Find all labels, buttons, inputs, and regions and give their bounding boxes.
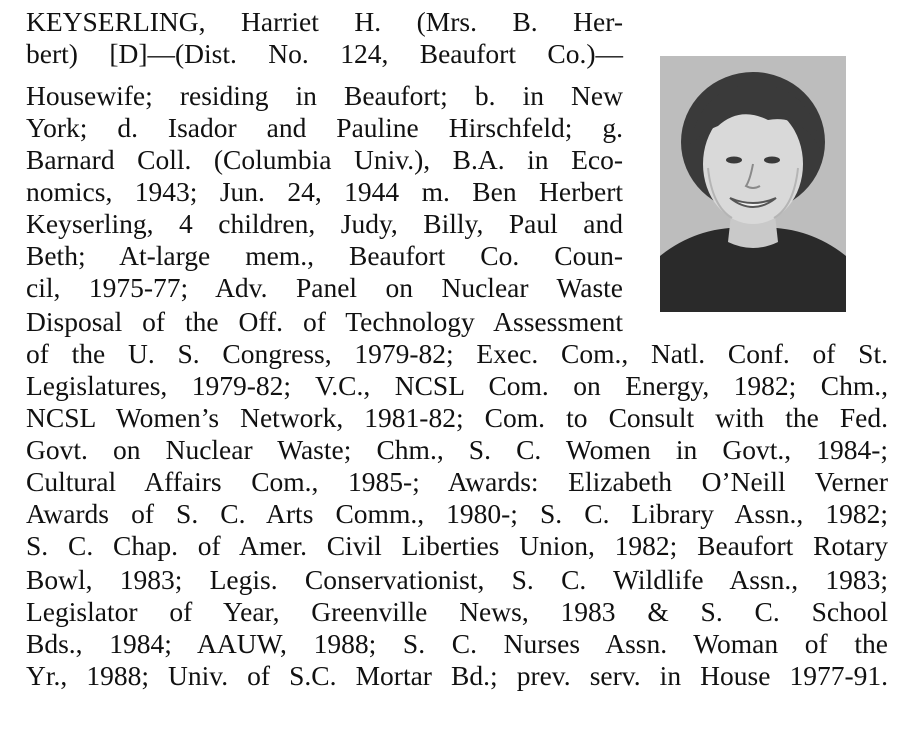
bio-line-6: nomics, 1943; Jun. 24, 1944 m. Ben Herbert [26,176,623,207]
bio-line-3: Housewife; residing in Beaufort; b. in New [26,80,623,111]
bio-line-20: Bds., 1984; AAUW, 1988; S. C. Nurses Assn. Woman of the [26,628,888,659]
bio-line-15: Cultural Affairs Com., 1985-; Awards: Elizabeth O’Neill Verner [26,466,888,497]
bio-line-18: Bowl, 1983; Legis. Conservationist, S. C. Wildlife Assn., 1983; [26,564,888,595]
bio-line-11: of the U. S. Congress, 1979-82; Exec. Com., Natl. Conf. of St. [26,338,888,369]
bio-line-9: cil, 1975-77; Adv. Panel on Nuclear Waste [26,272,623,303]
portrait-photo [660,56,846,312]
bio-line-12: Legislatures, 1979-82; V.C., NCSL Com. on Energy, 1982; Chm., [26,370,888,401]
bio-line-21: Yr., 1988; Univ. of S.C. Mortar Bd.; prev. serv. in House 1977-91. [26,660,888,691]
bio-line-4: York; d. Isador and Pauline Hirschfeld; g. [26,112,623,143]
bio-line-16: Awards of S. C. Arts Comm., 1980-; S. C. Library Assn., 1982; [26,498,888,529]
bio-line-8: Beth; At-large mem., Beaufort Co. Coun- [26,240,623,271]
bio-line-14: Govt. on Nuclear Waste; Chm., S. C. Women in Govt., 1984-; [26,434,888,465]
bio-line-2: bert) [D]—(Dist. No. 124, Beaufort Co.)— [26,38,623,69]
bio-line-5: Barnard Coll. (Columbia Univ.), B.A. in Eco- [26,144,623,175]
bio-line-17: S. C. Chap. of Amer. Civil Liberties Union, 1982; Beaufort Rotary [26,530,888,561]
bio-line-7: Keyserling, 4 children, Judy, Billy, Paul and [26,208,623,239]
bio-line-13: NCSL Women’s Network, 1981-82; Com. to Consult with the Fed. [26,402,888,433]
bio-line-1: KEYSERLING, Harriet H. (Mrs. B. Her- [26,6,623,37]
bio-line-19: Legislator of Year, Greenville News, 1983 & S. C. School [26,596,888,627]
bio-line-10: Disposal of the Off. of Technology Assessment [26,306,623,337]
portrait-image [660,56,846,312]
